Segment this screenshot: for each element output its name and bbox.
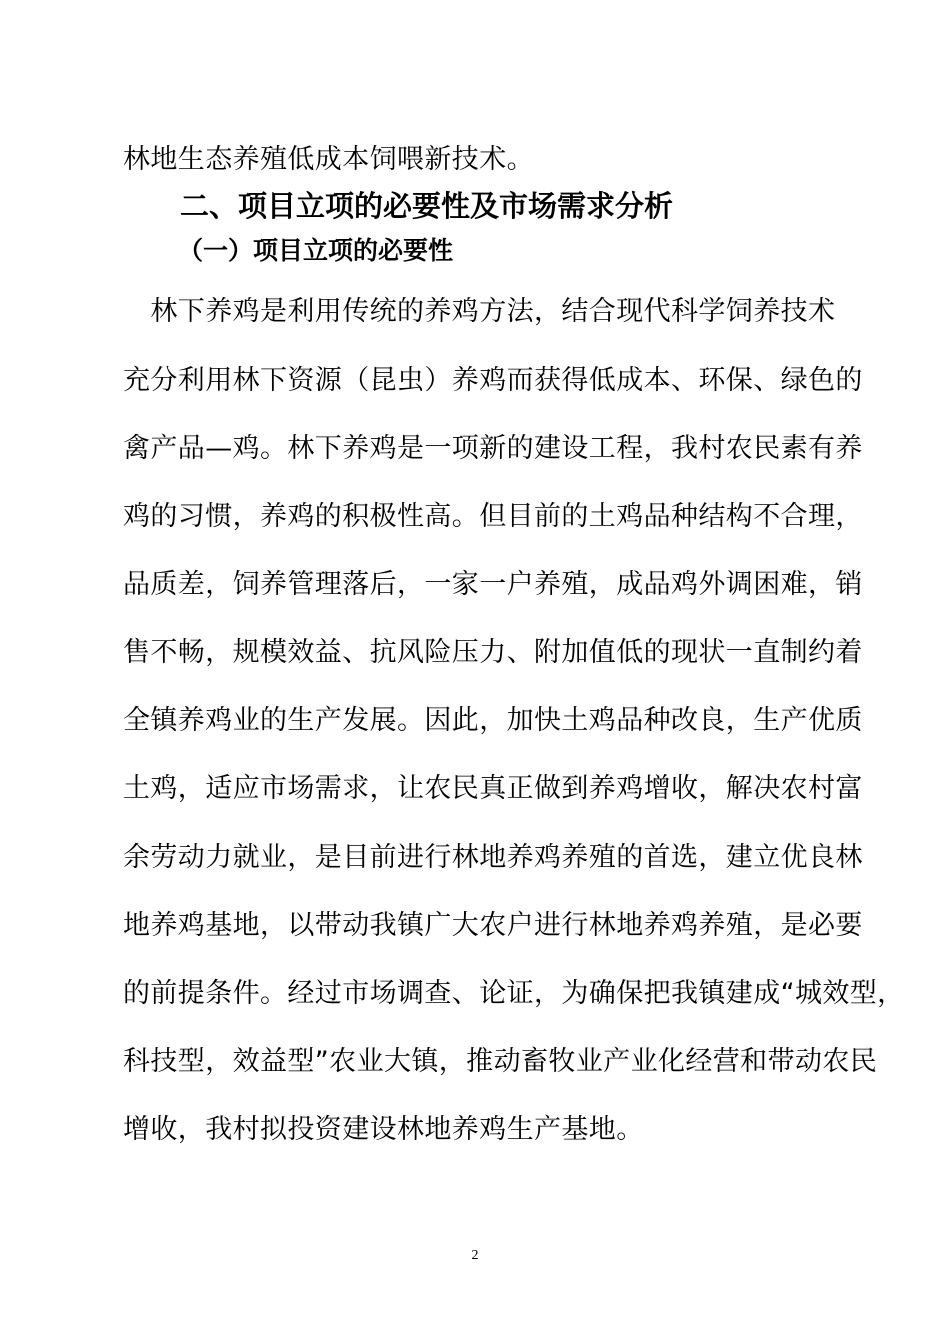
- paragraph-line: 鸡的习惯，养鸡的积极性高。但目前的土鸡品种结构不合理，: [123, 501, 863, 532]
- paragraph-line: 禽产品—鸡。林下养鸡是一项新的建设工程，我村农民素有养: [123, 433, 863, 464]
- paragraph-line: 充分利用林下资源（昆虫）养鸡而获得低成本、环保、绿色的: [123, 365, 863, 396]
- page-number: 2: [471, 1248, 479, 1263]
- paragraph-line: 科技型，效益型”农业大镇，推动畜牧业产业化经营和带动农民: [123, 1046, 878, 1077]
- paragraph-line: 售不畅，规模效益、抗风险压力、附加值低的现状一直制约着: [123, 637, 863, 668]
- subsection-heading: （一）项目立项的必要性: [178, 236, 454, 265]
- paragraph-line: 地养鸡基地，以带动我镇广大农户进行林地养鸡养殖，是必要: [123, 910, 863, 941]
- paragraph-line: 土鸡，适应市场需求，让农民真正做到养鸡增收，解决农村富: [123, 773, 863, 804]
- paragraph-line: 全镇养鸡业的生产发展。因此，加快土鸡品种改良，生产优质: [123, 705, 863, 736]
- section-heading: 二、项目立项的必要性及市场需求分析: [180, 189, 674, 223]
- paragraph-line: 林下养鸡是利用传统的养鸡方法，结合现代科学饲养技术: [123, 296, 836, 327]
- paragraph-line: 余劳动力就业，是目前进行林地养鸡养殖的首选，建立优良林: [123, 842, 863, 873]
- paragraph-line: 的前提条件。经过市场调查、论证，为确保把我镇建成“城效型，: [123, 978, 905, 1009]
- paragraph-line: 品质差，饲养管理落后，一家一户养殖，成品鸡外调困难，销: [123, 569, 863, 600]
- paragraph-line: 增收，我村拟投资建设林地养鸡生产基地。: [123, 1114, 644, 1145]
- intro-line: 林地生态养殖低成本饲喂新技术。: [123, 144, 534, 175]
